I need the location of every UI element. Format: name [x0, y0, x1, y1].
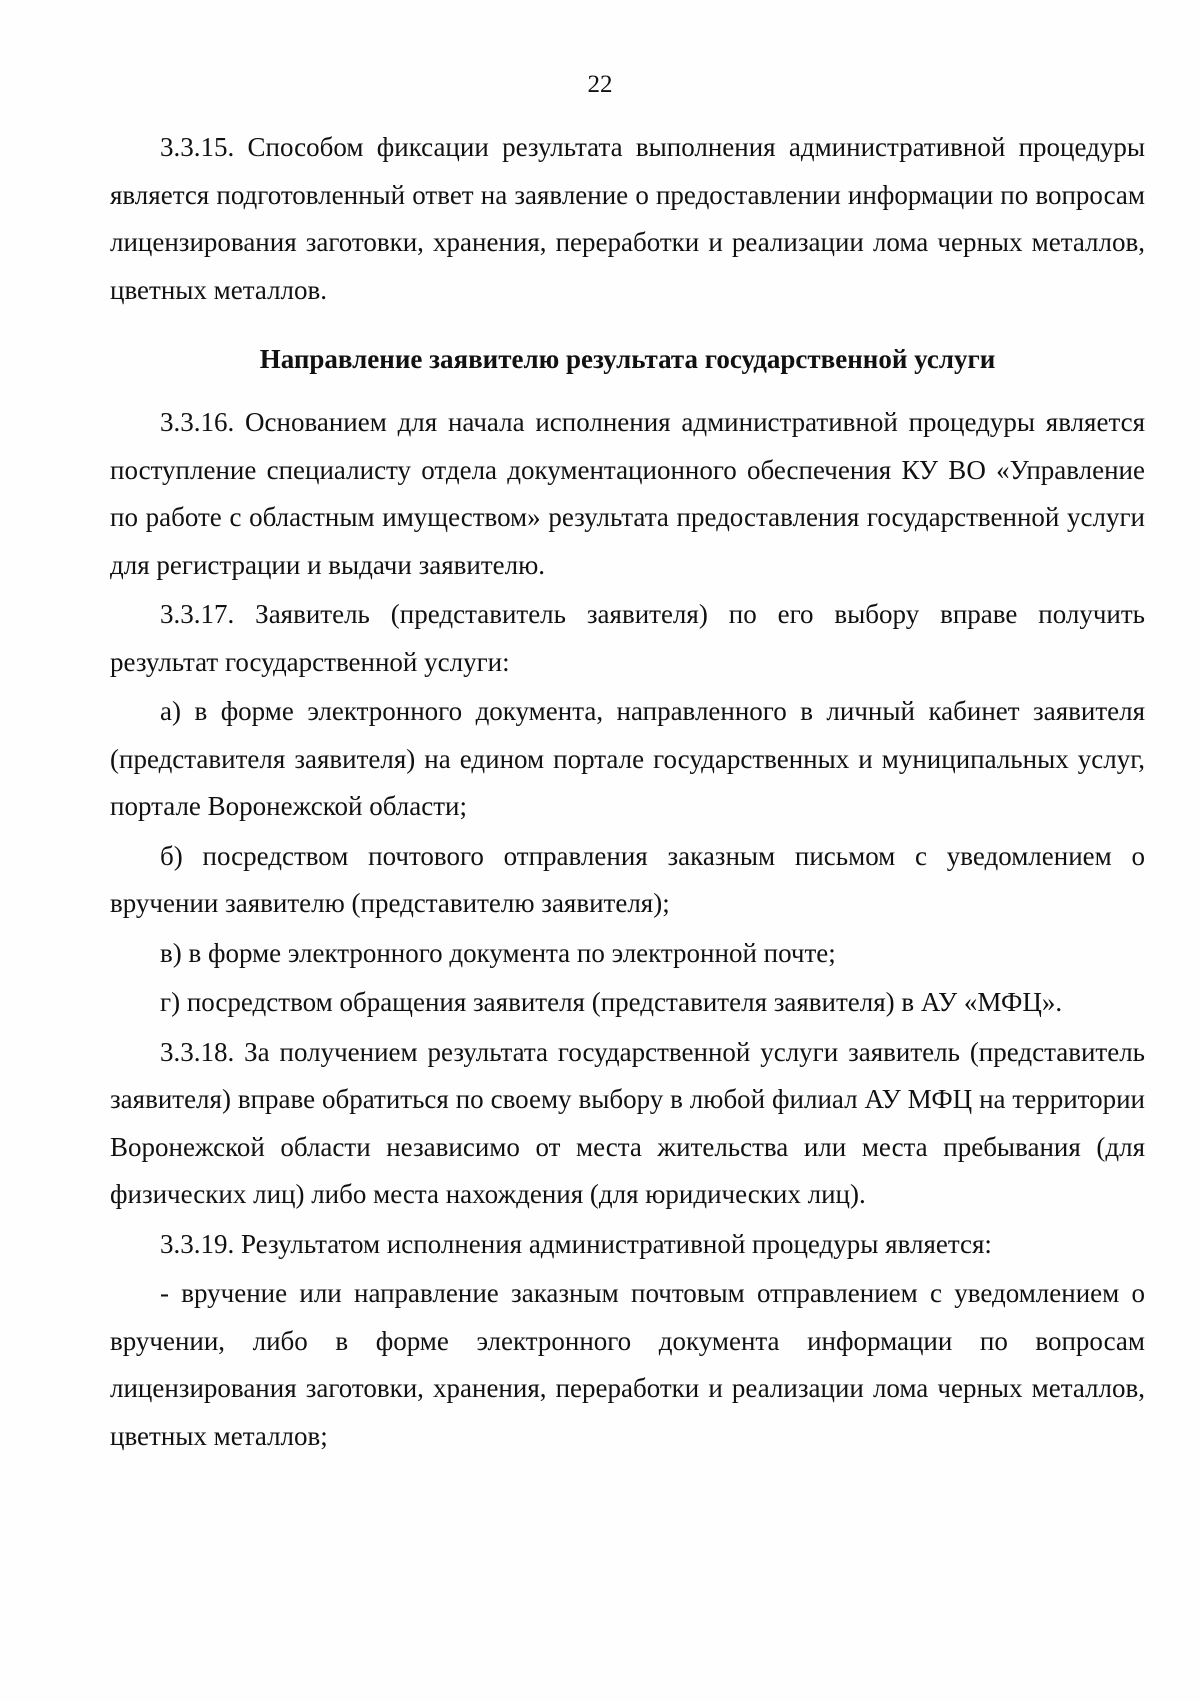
list-item-a: а) в форме электронного документа, направленного в личный кабинет заявителя (представителя заявителя) на едином портале государственных и муниципальных услуг, портале Воронежской области; — [110, 696, 1145, 821]
paragraph-3-3-15: 3.3.15. Способом фиксации результата выполнения административной процедуры является подготовленный ответ на заявление о предоставлении информации по вопросам лицензирования заготовки, хранения, переработки и реализации лома черных металлов, цветных металлов. — [110, 132, 1145, 305]
document-body — [110, 124, 1145, 1460]
result-bullet-item: - вручение или направление заказным почтовым отправлением с уведомлением о вручении, либо в форме электронного документа информации по вопросам лицензирования заготовки, хранения, переработки и реализации лома черных металлов, цветных металлов; — [110, 1278, 1145, 1451]
paragraph-3-3-19: 3.3.19. Результатом исполнения административной процедуры является: — [160, 1228, 992, 1259]
list-item-b: б) посредством почтового отправления заказным письмом с уведомлением о вручении заявителю (представителю заявителя); — [110, 840, 1145, 918]
paragraph-3-3-18: 3.3.18. За получением результата государственной услуги заявитель (представитель заявителя) вправе обратиться по своему выбору в любой филиал АУ МФЦ на территории Воронежской области независимо от места жительства или места пребывания (для физических лиц) либо места нахождения (для юридических лиц). — [110, 1036, 1145, 1209]
section-heading: Направление заявителю результата государственной услуги — [259, 344, 996, 374]
paragraph-3-3-17: 3.3.17. Заявитель (представитель заявителя) по его выбору вправе получить результат государственной услуги: — [110, 599, 1145, 677]
list-item-v: в) в форме электронного документа по электронной почте; — [160, 937, 836, 968]
paragraph-3-3-16: 3.3.16. Основанием для начала исполнения административной процедуры является поступление специалисту отдела документационного обеспечения КУ ВО «Управление по работе с областным имуществом» результата предоставления государственной услуги для регистрации и выдачи заявителю. — [110, 407, 1145, 580]
list-item-g: г) посредством обращения заявителя (представителя заявителя) в АУ «МФЦ». — [160, 987, 1063, 1017]
page-number: 22 — [587, 71, 613, 98]
